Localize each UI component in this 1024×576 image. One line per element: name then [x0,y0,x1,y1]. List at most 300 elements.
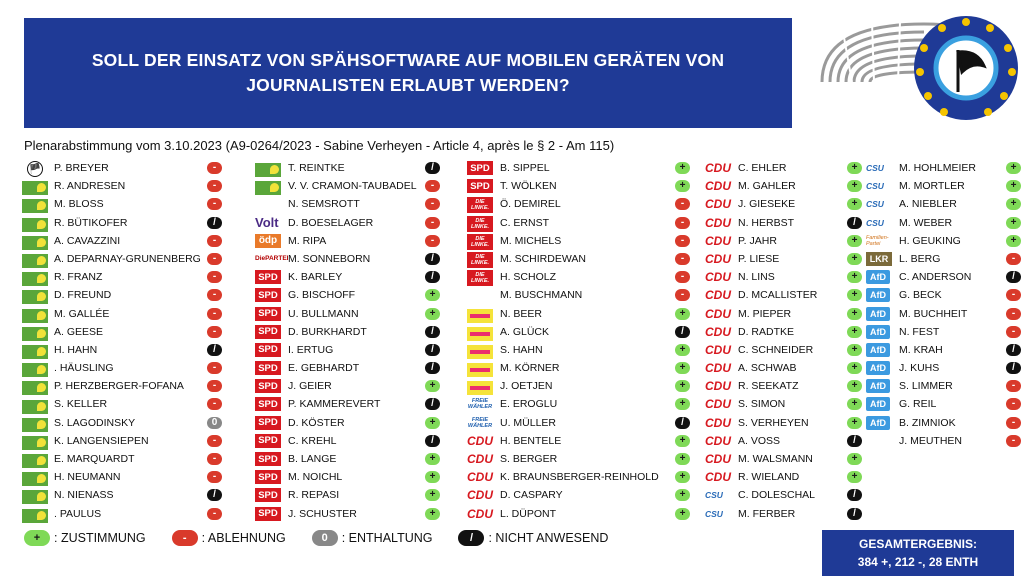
cdu-logo-icon: CDU [705,470,731,485]
green-party-logo-icon [22,254,48,268]
cdu-logo-icon: CDU [705,197,731,212]
cdu-logo-icon: CDU [705,251,731,266]
mep-name: A. DEPARNAY-GRUNENBERG [54,252,201,265]
legend-label: : ABLEHNUNG [201,531,286,545]
spd-logo-icon: SPD [255,416,281,430]
mep-row [866,195,1024,213]
csu-logo-icon: CSU [705,490,723,501]
vote-na-badge: / [207,489,222,501]
vote-minus-badge: - [1006,380,1021,392]
mep-name: N. FEST [899,325,940,338]
mep-name: M. HOHLMEIER [899,162,977,174]
vote-na-badge: / [1006,271,1021,283]
vote-na-badge: / [847,508,862,520]
mep-row [705,159,866,177]
mep-row [255,341,467,359]
cdu-logo-icon: CDU [467,506,493,521]
total-result-box [822,530,1014,576]
mep-row [705,486,866,504]
vote-minus-badge: - [675,235,690,247]
mep-name: C. SCHNEIDER [738,343,814,356]
mep-name: M. NOICHL [288,471,343,484]
mep-row [866,214,1024,232]
vote-plus-badge: + [847,235,862,247]
afd-logo-icon: AfD [866,379,890,393]
vote-column-2 [255,159,467,523]
mep-name: D. RADTKE [738,325,795,338]
mep-name: M. SONNEBORN [288,252,371,265]
mep-row [255,232,467,250]
die-linke-logo-icon: DIE LINKE. [467,234,493,250]
vote-column-4 [705,159,866,523]
cdu-logo-icon: CDU [705,397,731,412]
vote-plus-badge: + [1006,180,1021,192]
mep-name: N. LINS [738,271,775,284]
familien-partei-logo-icon: Familien-Partei [866,234,889,247]
spd-logo-icon: SPD [255,361,281,375]
mep-row [22,414,255,432]
mep-row [22,377,255,395]
mep-name: N. HERBST [738,216,795,229]
green-party-logo-icon [22,509,48,523]
afd-logo-icon: AfD [866,270,890,284]
vote-plus-badge: + [425,380,440,392]
mep-name: K. BARLEY [288,271,343,284]
mep-name: S. BERGER [500,453,558,465]
cdu-logo-icon: CDU [705,361,731,376]
mep-row [866,268,1024,286]
mep-row [22,450,255,468]
vote-plus-badge: + [847,380,862,392]
mep-row [22,214,255,232]
mep-name: H. BENTELE [500,434,562,447]
vote-minus-badge: - [675,289,690,301]
die-linke-logo-icon: DIE LINKE. [467,197,493,213]
mep-name: B. LANGE [288,453,337,465]
csu-logo-icon: CSU [866,181,884,192]
cdu-logo-icon: CDU [705,342,731,357]
freie-waehler-logo-icon: FREIE WÄHLER [467,398,493,411]
vote-na-badge: / [425,362,440,374]
vote-plus-badge: + [675,508,690,520]
legend-item-na [458,530,608,546]
afd-logo-icon: AfD [866,343,890,357]
mep-row [705,450,866,468]
csu-logo-icon: CSU [866,217,884,228]
green-party-logo-icon [255,181,281,195]
mep-name: G. REIL [899,398,937,411]
vote-plus-badge: + [1006,235,1021,247]
vote-na-badge: / [425,344,440,356]
vote-plus-badge: + [675,308,690,320]
vote-grid [22,159,1024,523]
mep-row [866,377,1024,395]
vote-plus-badge: + [847,289,862,301]
green-party-logo-icon [22,400,48,414]
mep-name: E. GEBHARDT [288,362,360,375]
mep-row [467,341,705,359]
mep-row [467,359,705,377]
mep-name: P. JAHR [738,234,777,247]
mep-row [705,305,866,323]
mep-row [866,395,1024,413]
mep-name: H. HAHN [54,343,98,356]
legend-abs-badge: 0 [312,530,338,546]
green-party-logo-icon [255,163,281,177]
vote-subtitle: Plenarabstimmung vom 3.10.2023 (A9-0264/2023 - Sabine Verheyen - Article 4, après le § 2 - Am 115) [24,138,615,153]
vote-minus-badge: - [675,198,690,210]
fdp-logo-icon [467,381,493,395]
mep-name: J. GIESEKE [738,198,796,211]
mep-row [705,468,866,486]
vote-plus-badge: + [1006,198,1021,210]
vote-plus-badge: + [425,508,440,520]
vote-na-badge: / [847,217,862,229]
mep-name: U. BULLMANN [288,307,359,320]
mep-row [22,432,255,450]
mep-row [255,505,467,523]
mep-row [255,195,467,213]
vote-minus-badge: - [1006,308,1021,320]
mep-row [705,250,866,268]
vote-minus-badge: - [1006,326,1021,338]
total-result-value: 384 +, 212 -, 28 ENTH [857,555,979,569]
cdu-logo-icon: CDU [705,452,731,466]
mep-name: D. BOESELAGER [288,216,374,229]
legend-minus-badge: - [172,530,198,546]
cdu-logo-icon: CDU [467,452,493,466]
mep-name: P. LIESE [738,252,780,265]
mep-row [866,305,1024,323]
mep-name: A. NIEBLER [899,198,957,211]
vote-minus-badge: - [207,180,222,192]
legend-item-abs [312,530,433,546]
mep-row [22,505,255,523]
legend-label: : NICHT ANWESEND [488,531,609,545]
vote-plus-badge: + [425,453,440,465]
die-linke-logo-icon: DIE LINKE. [467,270,493,286]
mep-row [22,486,255,504]
vote-plus-badge: + [847,453,862,465]
green-party-logo-icon [22,218,48,232]
header-banner [24,18,792,128]
mep-name: J. GEIER [288,380,332,393]
mep-row [705,414,866,432]
mep-row [705,323,866,341]
vote-minus-badge: - [1006,417,1021,429]
mep-name: M. SCHIRDEWAN [500,252,586,265]
mep-row [467,450,705,468]
mep-row [467,214,705,232]
mep-name: M. BUSCHMANN [500,289,583,302]
mep-name: R. REPASI [288,489,340,502]
mep-name: B. SIPPEL [500,162,550,174]
spd-logo-icon: SPD [255,397,281,411]
vote-na-badge: / [847,489,862,501]
mep-row [467,250,705,268]
mep-name: M. KRAH [899,343,943,356]
mep-row [22,177,255,195]
vote-na-badge: / [425,435,440,447]
mep-name: G. BISCHOFF [288,289,356,302]
mep-name: J. OETJEN [500,380,553,393]
cdu-logo-icon: CDU [705,233,731,248]
mep-row [705,359,866,377]
mep-row [255,450,467,468]
green-party-logo-icon [22,363,48,377]
mep-name: S. LIMMER [899,380,953,393]
mep-row [22,195,255,213]
csu-logo-icon: CSU [866,163,884,173]
mep-row [467,377,705,395]
vote-plus-badge: + [675,471,690,483]
mep-row [22,341,255,359]
afd-logo-icon: AfD [866,397,890,411]
vote-plus-badge: + [675,162,690,174]
spd-logo-icon: SPD [255,307,281,321]
vote-na-badge: / [425,398,440,410]
mep-name: R. SEEKATZ [738,380,799,393]
mep-name: M. FERBER [738,507,796,520]
afd-logo-icon: AfD [866,325,890,339]
fdp-logo-icon [467,309,493,323]
mep-name: P. BREYER [54,162,109,174]
vote-minus-badge: - [207,453,222,465]
cdu-logo-icon: CDU [705,179,731,194]
mep-row [22,268,255,286]
mep-row [705,195,866,213]
page-title: SOLL DER EINSATZ VON SPÄHSOFTWARE AUF MOBILEN GERÄTEN VON JOURNALISTEN ERLAUBT WERDEN? [91,50,725,95]
mep-row [255,432,467,450]
vote-plus-badge: + [847,471,862,483]
vote-minus-badge: - [425,198,440,210]
mep-name: D. FREUND [54,289,112,302]
vote-plus-badge: + [847,271,862,283]
mep-name: T. WÖLKEN [500,180,557,193]
mep-name: P. HERZBERGER-FOFANA [54,380,184,393]
green-party-logo-icon [22,199,48,213]
mep-row [467,305,705,323]
die-linke-logo-icon: DIE LINKE. [467,216,493,232]
mep-row [467,177,705,195]
cdu-logo-icon: CDU [705,306,731,321]
mep-name: H. NEUMANN [54,471,121,484]
mep-row [255,159,467,177]
mep-row [705,268,866,286]
mep-name: L. BERG [899,252,941,265]
vote-plus-badge: + [847,344,862,356]
vote-minus-badge: - [425,180,440,192]
vote-plus-badge: + [675,453,690,465]
mep-row [866,159,1024,177]
mep-row [22,359,255,377]
mep-row [705,177,866,195]
fdp-logo-icon [467,363,493,377]
mep-name: Ö. DEMIREL [500,198,561,211]
mep-name: C. EHLER [738,162,787,174]
mep-name: C. ERNST [500,216,550,229]
mep-row [255,486,467,504]
mep-name: J. SCHUSTER [288,507,357,520]
mep-name: R. ANDRESEN [54,180,126,193]
csu-logo-icon: CSU [866,199,884,210]
mep-row [22,468,255,486]
vote-plus-badge: + [847,198,862,210]
vote-plus-badge: + [847,253,862,265]
vote-na-badge: / [425,253,440,265]
mep-row [467,286,705,304]
mep-name: H. GEUKING [899,234,961,247]
csu-logo-icon: CSU [705,508,723,519]
vote-na-badge: / [207,217,222,229]
spd-logo-icon: SPD [255,470,281,484]
mep-row [866,341,1024,359]
vote-plus-badge: + [847,308,862,320]
mep-name: . HÄUSLING [54,362,114,375]
mep-name: U. MÜLLER [500,416,557,429]
cdu-logo-icon: CDU [705,215,731,230]
mep-name: M. MORTLER [899,180,965,193]
cdu-logo-icon: CDU [705,433,731,448]
mep-row [705,377,866,395]
cdu-logo-icon: CDU [705,324,731,339]
mep-name: R. FRANZ [54,271,103,284]
freie-waehler-logo-icon: FREIE WÄHLER [467,416,493,429]
vote-minus-badge: - [207,289,222,301]
vote-plus-badge: + [675,344,690,356]
vote-plus-badge: + [425,308,440,320]
vote-plus-badge: + [847,362,862,374]
mep-name: S. HAHN [500,343,543,356]
mep-name: A. SCHWAB [738,362,797,375]
mep-row [866,323,1024,341]
mep-name: J. KUHS [899,362,940,375]
pirate-party-logo-icon: 🏴 [27,161,43,177]
afd-logo-icon: AfD [866,361,890,375]
mep-row [866,286,1024,304]
mep-name: E. EROGLU [500,398,558,411]
mep-row [22,250,255,268]
vote-column-5 [866,159,1024,523]
volt-logo-icon: Volt [255,215,279,231]
spd-logo-icon: SPD [255,379,281,393]
mep-row [705,395,866,413]
mep-name: D. CASPARY [500,489,563,502]
mep-name: T. REINTKE [288,162,345,174]
cdu-logo-icon: CDU [467,470,493,485]
vote-na-badge: / [1006,344,1021,356]
spd-logo-icon: SPD [467,161,493,175]
mep-row [255,250,467,268]
vote-abs-badge: 0 [207,417,222,429]
mep-row [22,305,255,323]
green-party-logo-icon [22,309,48,323]
mep-name: D. KÖSTER [288,416,345,429]
mep-row [255,377,467,395]
mep-name: D. MCALLISTER [738,289,818,302]
vote-na-badge: / [675,417,690,429]
mep-name: M. BUCHHEIT [899,307,968,320]
mep-row [22,159,255,177]
cdu-logo-icon: CDU [705,288,731,303]
mep-row [866,414,1024,432]
mep-row [705,505,866,523]
vote-plus-badge: + [847,398,862,410]
mep-row [467,195,705,213]
mep-name: N. NIENASS [54,489,114,502]
vote-minus-badge: - [675,253,690,265]
vote-na-badge: / [847,435,862,447]
die-linke-logo-icon: DIE LINKE. [467,252,493,268]
mep-row [467,395,705,413]
mep-row [467,486,705,504]
vote-minus-badge: - [207,162,222,174]
afd-logo-icon: AfD [866,307,890,321]
green-party-logo-icon [22,454,48,468]
vote-plus-badge: + [1006,162,1021,174]
vote-na-badge: / [425,271,440,283]
die-partei-logo-icon: DiePARTEI [255,255,289,263]
legend-label: : ZUSTIMMUNG [54,531,146,545]
mep-name: G. BECK [899,289,942,302]
vote-plus-badge: + [847,326,862,338]
parliament-pirate-emblem [812,12,1018,124]
mep-row [467,468,705,486]
vote-minus-badge: - [425,217,440,229]
mep-row [705,286,866,304]
vote-minus-badge: - [207,253,222,265]
mep-row [866,359,1024,377]
mep-name: K. LANGENSIEPEN [54,434,149,447]
legend-label: : ENTHALTUNG [341,531,433,545]
green-party-logo-icon [22,181,48,195]
legend-item-minus [172,530,286,546]
lkr-logo-icon: LKR [866,252,892,266]
vote-plus-badge: + [425,489,440,501]
mep-name: M. BLOSS [54,198,104,211]
spd-logo-icon: SPD [255,325,281,339]
mep-name: H. SCHOLZ [500,271,557,284]
spd-logo-icon: SPD [255,488,281,502]
mep-name: A. VOSS [738,434,781,447]
cdu-logo-icon: CDU [467,488,493,503]
mep-row [255,214,467,232]
green-party-logo-icon [22,381,48,395]
vote-plus-badge: + [675,435,690,447]
mep-row [255,468,467,486]
vote-minus-badge: - [1006,435,1021,447]
mep-row [255,414,467,432]
mep-row [22,286,255,304]
mep-row [467,505,705,523]
vote-minus-badge: - [675,271,690,283]
mep-row [866,250,1024,268]
spd-logo-icon: SPD [255,343,281,357]
mep-row [705,214,866,232]
vote-minus-badge: - [425,235,440,247]
vote-na-badge: / [425,162,440,174]
vote-plus-badge: + [847,417,862,429]
total-result-title: GESAMTERGEBNIS: [858,537,977,551]
spd-logo-icon: SPD [255,270,281,284]
vote-column-1 [22,159,255,523]
mep-row [866,177,1024,195]
vote-na-badge: / [207,344,222,356]
mep-row [255,395,467,413]
spd-logo-icon: SPD [255,507,281,521]
green-party-logo-icon [22,272,48,286]
mep-name: J. MEUTHEN [899,434,962,447]
